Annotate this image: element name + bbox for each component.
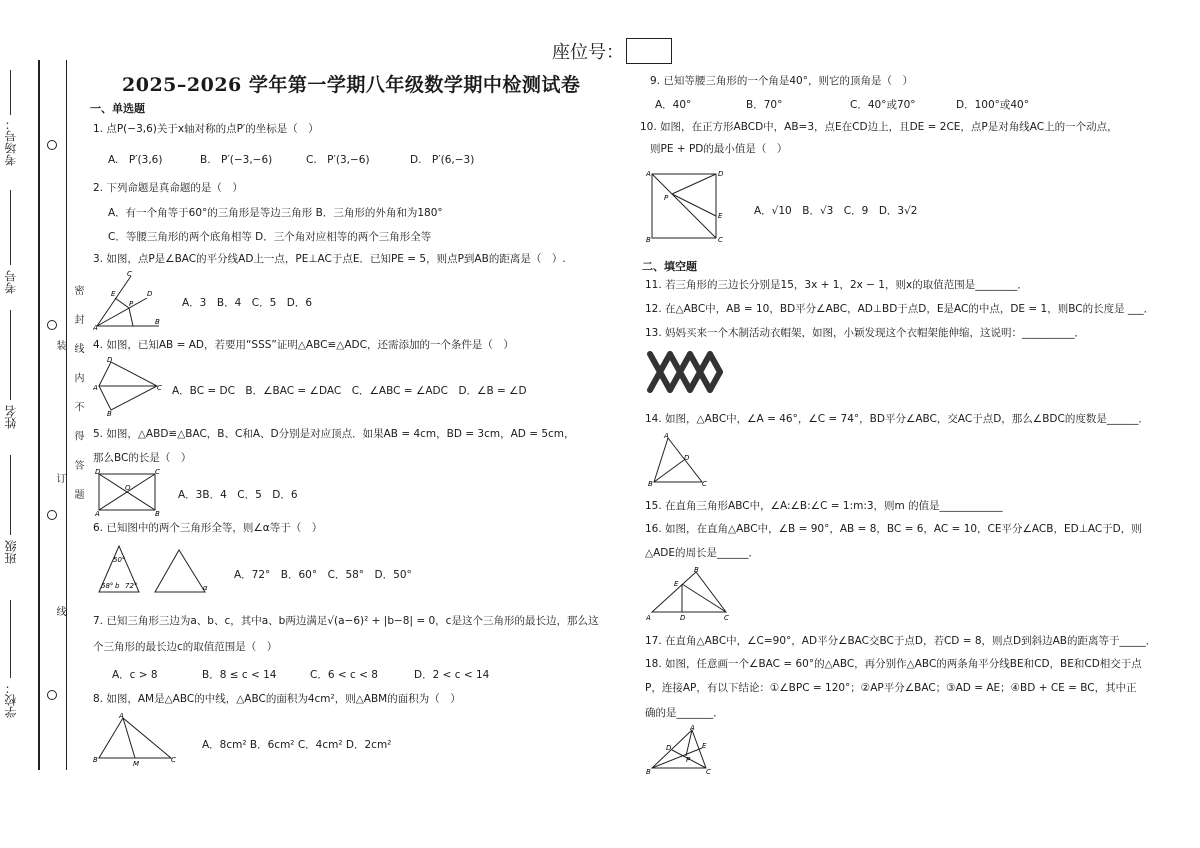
svg-text:E: E [702,742,707,750]
question-18-line-3: 确的是_______． [645,707,724,719]
svg-text:A: A [93,384,98,392]
question-2: 2. 下列命题是真命题的是（ ） [93,182,243,194]
question-16-line-2: △ADE的周长是______． [645,547,759,559]
question-12: 12. 在△ABC中，AB = 10，BD平分∠ABC，AD⊥BD于点D，E是AC的中点，DE = 1，则BC的长度是 ___． [645,303,1155,315]
q4-options[interactable]: A．BC = DC B．∠BAC = ∠DAC C．∠ABC = ∠ADC D．∠B = ∠D [172,385,527,397]
question-9: 9. 已知等腰三角形的一个角是40°，则它的顶角是（ ） [650,75,913,87]
seat-label: 座位号： [552,42,624,63]
question-18-line-2: P，连接AP，有以下结论：①∠BPC = 120°；②AP平分∠BAC；③AD = AE；④BD + CE = BC，其中正 [645,682,1137,694]
svg-text:58°: 58° [101,582,114,590]
q9-option-a[interactable]: A．40° [655,99,692,111]
q9-option-c[interactable]: C．40°或70° [850,99,916,111]
svg-text:A: A [119,712,124,720]
q6-figure [93,540,213,596]
svg-text:B: B [646,236,651,244]
svg-text:M: M [133,760,140,768]
question-10-line-1: 10. 如图，在正方形ABCD中，AB=3，点E在CD边上，且DE = 2CE，点P是对角线AC上的一个动点， [640,121,1118,133]
name-label: 姓名 [4,405,18,429]
binding-circle [47,140,57,150]
svg-text:D: D [147,290,153,298]
school-label: 学校： [4,682,18,718]
q9-option-b[interactable]: B．70° [746,99,783,111]
svg-text:E: E [718,212,723,220]
q2-options-ab[interactable]: A．有一个角等于60°的三角形是等边三角形 B．三角形的外角和为180° [108,207,443,219]
exam-number-label: 考号 [4,270,18,294]
svg-text:D: D [666,744,672,752]
svg-text:50°: 50° [113,556,126,564]
q1-option-d[interactable]: D. P′(6,−3) [410,154,475,166]
exam-room-blank[interactable] [10,70,11,115]
q1-option-b[interactable]: B. P′(−3,−6) [200,154,273,166]
section-heading: 一、单选题 [90,102,145,115]
q8-figure [93,712,177,768]
question-5-line-2: 那么BC的长是（ ） [93,452,192,464]
svg-text:D: D [684,454,690,462]
svg-text:D: D [95,468,101,476]
question-11: 11. 若三角形的三边长分别是15，3x + 1，2x − 1，则x的取值范围是________． [645,279,1028,291]
svg-text:A: A [646,170,651,178]
question-5-line-1: 5. 如图，△ABD≌△BAC，B、C和A、D分别是对应顶点．如果AB = 4cm，BD = 3cm，AD = 5cm， [93,428,575,440]
question-17: 17. 在直角△ABC中，∠C=90°，AD平分∠BAC交BC于点D，若CD = 8，则点D到斜边AB的距离等于_____． [645,635,1157,647]
section-heading: 二、填空题 [642,260,697,273]
svg-text:D: D [718,170,724,178]
svg-text:A: A [646,614,651,622]
question-13: 13. 妈妈买来一个木制活动衣帽架，如图，小颖发现这个衣帽架能伸缩，这说明：__________． [645,327,1086,339]
svg-text:B: B [648,480,653,488]
name-blank[interactable] [10,310,11,400]
svg-text:C: C [702,480,707,488]
exam-number-blank[interactable] [10,190,11,265]
question-15: 15. 在直角三角形ABC中，∠A:∠B:∠C = 1:m:3，则m 的值是____________ [645,500,1003,512]
q1-option-a[interactable]: A. P′(3,6) [108,154,163,166]
question-16-line-1: 16. 如图，在直角△ABC中，∠B = 90°，AB = 8，BC = 6，AC = 10，CE平分∠ACB，ED⊥AC于D，则 [645,523,1142,535]
svg-text:A: A [95,510,100,516]
q7-option-b[interactable]: B．8 ≤ c < 14 [202,669,277,681]
svg-text:A: A [690,724,695,732]
svg-text:P: P [129,300,134,308]
svg-text:D: D [680,614,686,622]
svg-text:α: α [203,584,208,592]
svg-text:C: C [127,270,132,278]
svg-text:D: D [107,356,113,364]
q13-coat-rack-figure [644,348,724,396]
seat-box[interactable] [626,38,672,64]
question-10-line-2: 则PE + PD的最小值是（ ） [650,143,788,155]
question-14: 14. 如图，△ABC中，∠A = 46°，∠C = 74°，BD平分∠ABC，交AC于点D，那么∠BDC的度数是______． [645,413,1149,425]
q3-figure [93,270,163,330]
svg-text:P: P [664,194,669,202]
svg-text:A: A [664,432,669,440]
svg-text:B: B [694,566,699,574]
svg-text:C: C [171,756,176,764]
svg-text:72°: 72° [125,582,138,590]
svg-text:C: C [724,614,729,622]
q1-option-c[interactable]: C. P′(3,−6) [306,154,370,166]
question-1: 1. 点P(−3,6)关于x轴对称的点P′的坐标是（ ） [93,123,319,135]
svg-text:C: C [718,236,723,244]
binding-line-outer [38,60,40,770]
svg-text:O: O [125,484,131,492]
q7-option-d[interactable]: D．2 < c < 14 [414,669,490,681]
svg-text:B: B [155,318,160,326]
q6-options[interactable]: A．72° B．60° C．58° D．50° [234,569,412,581]
q5-figure [93,468,163,516]
q8-options[interactable]: A．8cm² B．6cm² C．4cm² D．2cm² [202,739,392,751]
q7-option-c[interactable]: C．6 < c < 8 [310,669,378,681]
q10-options[interactable]: A．√10 B．√3 C．9 D．3√2 [754,205,918,217]
svg-text:B: B [155,510,160,516]
q16-figure [646,566,736,622]
svg-text:B: B [646,768,651,776]
question-4: 4. 如图，已知AB = AD，若要用“SSS”证明△ABC≌△ADC，还需添加的一个条件是（ ） [93,339,514,351]
bind-note: 装 订 线 [54,340,65,677]
q2-options-cd[interactable]: C．等腰三角形的两个底角相等 D．三个角对应相等的两个三角形全等 [108,231,432,243]
question-8: 8. 如图，AM是△ABC的中线，△ABC的面积为4cm²，则△ABM的面积为（ ） [93,693,461,705]
q5-options[interactable]: A．3B．4 C．5 D．6 [178,489,298,501]
svg-text:A: A [93,324,98,330]
q4-figure [93,356,165,416]
class-label: 班级 [4,540,18,564]
q7-option-a[interactable]: A．c > 8 [112,669,158,681]
question-6: 6. 已知图中的两个三角形全等，则∠α等于（ ） [93,522,323,534]
svg-text:B: B [93,756,98,764]
q3-options[interactable]: A．3 B．4 C．5 D．6 [182,297,313,309]
svg-text:E: E [111,290,116,298]
svg-text:C: C [157,384,162,392]
class-blank[interactable] [10,455,11,535]
question-18-line-1: 18. 如图，任意画一个∠BAC = 60°的△ABC，再分别作△ABC的两条角平分线BE和CD，BE和CD相交于点 [645,658,1142,670]
seat-number [552,38,672,64]
q14-figure [648,432,708,488]
school-blank[interactable] [10,600,11,678]
svg-text:P: P [686,756,691,764]
binding-circle [47,320,57,330]
question-7-line-2: 个三角形的最长边c的取值范围是（ ） [93,641,278,653]
svg-text:B: B [107,410,112,416]
svg-text:C: C [155,468,160,476]
exam-room-label: 考场号： [4,118,18,166]
q18-figure [646,724,716,776]
binding-circle [47,690,57,700]
question-3: 3. 如图，点P是∠BAC的平分线AD上一点，PE⊥AC于点E．已知PE = 5，则点P到AB的距离是（ ）. [93,253,566,265]
seal-note: 密 封 线 内 不 得 答 题 [72,285,83,508]
q9-option-d[interactable]: D．100°或40° [956,99,1029,111]
q10-figure [644,166,728,244]
page-title: 2025–2026 学年第一学期八年级数学期中检测试卷 [122,74,581,96]
svg-text:C: C [706,768,711,776]
svg-text:b: b [115,582,120,590]
svg-text:E: E [674,580,679,588]
question-7-line-1: 7. 已知三角形三边为a、b、c，其中a、b两边满足√(a−6)² + |b−8| = 0，c是这个三角形的最长边，那么这 [93,615,599,627]
